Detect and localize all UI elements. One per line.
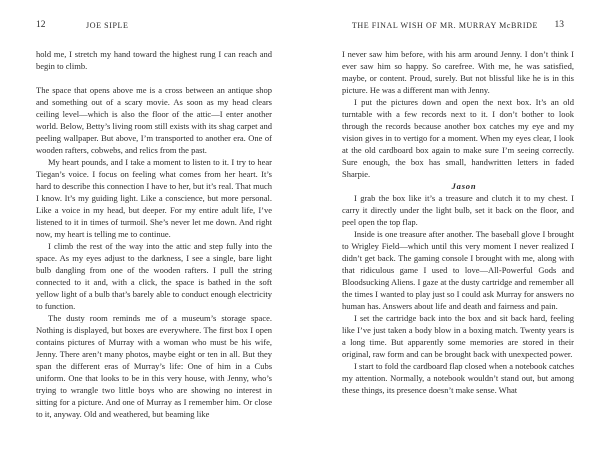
- right-page-body: [342, 48, 574, 444]
- paragraph: I grab the box like it’s a treasure and clutch it to my chest. I carry it directly under the light bulb, set it back on the floor, and peel open the top flap.: [342, 193, 574, 227]
- left-page-header: [36, 20, 264, 34]
- paragraph: My heart pounds, and I take a moment to listen to it. I try to hear Tiegan’s voice. I focus on feeling what comes from her heart. It’s hard to describe this connection I have to her, but it’s real. That much I know. It’s my guiding light. Like a conscience, but more personal. Like a voice in my head, but deeper. For my entire adult life, I’ve listened to it in times of turmoil. She’s never let me down. And right now, my heart is telling me to continue.: [36, 157, 272, 239]
- left-page-number: 12: [36, 20, 46, 30]
- paragraph: I never saw him before, with his arm around Jenny. I don’t think I ever saw him so happy. So carefree. With me, he was satisfied, maybe, or content. Proud, surely. But not blissful like he is in this picture. He was a different man with Jenny.: [342, 49, 574, 95]
- left-running-head: JOE SIPLE: [86, 21, 129, 30]
- right-page-number: 13: [554, 20, 564, 30]
- paragraph: Inside is one treasure after another. The baseball glove I brought to Wrigley Field—which until this very moment I never realized I didn’t get back. The gaming console I brought with me, along with that ridiculous game I used to love—All-Powerful Gods and Bloodsucking Aliens. I gaze at the dusty cartridge and remember all the times I wanted to play just so I could ask Murray for answers no human has. Answers about life and death and fairness and pain.: [342, 229, 574, 311]
- paragraph: I start to fold the cardboard flap closed when a notebook catches my attention. Normally, a notebook wouldn’t stand out, but among these things, its presence doesn’t make sense. What: [342, 361, 574, 395]
- paragraph: I set the cartridge back into the box and sit back hard, feeling like I’ve just taken a body blow in a boxing match. Twenty years is a long time. But apparently some memories are stored in their original, raw form and can be brought back with unexpected power.: [342, 313, 574, 359]
- paragraph: I climb the rest of the way into the attic and step fully into the space. As my eyes adjust to the darkness, I see a single, bare light bulb dangling from one of the wooden rafters. I pull the string connected to it and, with a click, the space is bathed in the soft yellow light of a bulb that’s barely able to conduct enough electricity to function.: [36, 241, 272, 311]
- left-page-body: [36, 48, 272, 444]
- paragraph: The space that opens above me is a cross between an antique shop and something out of a scary movie. As soon as my head clears ceiling level—which is also the floor of the attic—I enter another world. Below, Betty’s living room still exists with its shag carpet and peeling wallpaper. But above, I’m transported to another era. One of wooden rafters, cobwebs, and relics from the past.: [36, 85, 272, 155]
- paragraph: hold me, I stretch my hand toward the highest rung I can reach and begin to climb.: [36, 49, 272, 71]
- paragraph: The dusty room reminds me of a museum’s storage space. Nothing is displayed, but boxes are everywhere. The first box I open contains pictures of Murray with a woman who must be his wife, Jenny. There aren’t many photos, maybe eight or ten in all. But they span the different eras of Murray’s life: One of him in a Cubs uniform. One that looks to be in this very house, with Jenny, who’s trying to wrangle two little boys who are showing no interest in sitting for a picture. And one of Murray as I remember him. Or close to it, anyway. Old and weathered, but beaming like: [36, 313, 272, 419]
- chapter-heading: Jason: [451, 181, 477, 191]
- right-page: [300, 0, 600, 450]
- right-running-head: THE FINAL WISH OF MR. MURRAY McBRIDE: [351, 21, 538, 30]
- right-page-header: [336, 20, 564, 34]
- paragraph: I put the pictures down and open the next box. It’s an old turntable with a few records next to it. I don’t bother to look through the records because another box catches my eye and my vision gives in to vertigo for a moment. When my eyes clear, I look at the old cardboard box again to make sure I’m seeing correctly. Sure enough, the box has small, handwritten letters in faded Sharpie.: [342, 97, 574, 179]
